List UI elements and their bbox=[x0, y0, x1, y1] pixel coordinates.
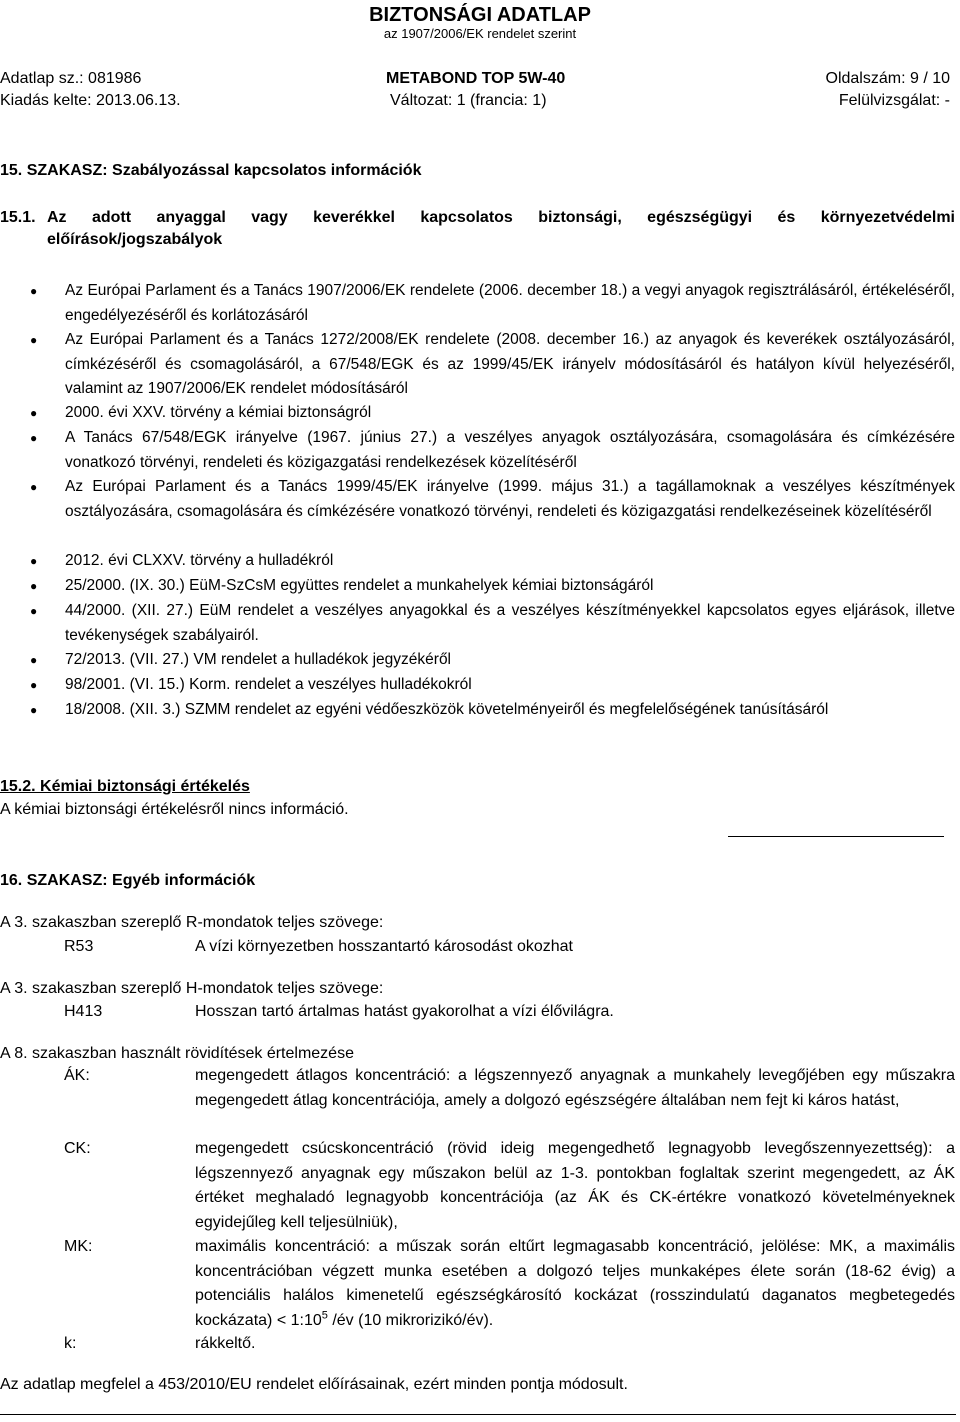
abbr-term-ak: ÁK: bbox=[64, 1067, 90, 1084]
product-name: METABOND TOP 5W-40 bbox=[386, 70, 566, 87]
bullet-icon: ● bbox=[30, 406, 38, 420]
footer-divider bbox=[0, 1414, 956, 1415]
issue-date: Kiadás kelte: 2013.06.13. bbox=[0, 92, 181, 109]
subsection-title-line-1: Az adott anyaggal vagy keverékkel kapcsolatos biztonsági, egészségügyi és környezetvédelmi bbox=[47, 209, 955, 226]
bullet-icon: ● bbox=[30, 480, 38, 494]
h-phrase-text: Hosszan tartó ártalmas hatást gyakorolhat a vízi élővilágra. bbox=[195, 1003, 614, 1020]
revision: Felülvizsgálat: - bbox=[838, 92, 950, 109]
subsection-number: 15.1. bbox=[0, 209, 36, 226]
r-phrases-intro: A 3. szakaszban szereplő R-mondatok teljes szövege: bbox=[0, 914, 384, 931]
section-15-title: 15. SZAKASZ: Szabályozással kapcsolatos információk bbox=[0, 162, 422, 179]
h-phrases-intro: A 3. szakaszban szereplő H-mondatok teljes szövege: bbox=[0, 980, 384, 997]
bullet-icon: ● bbox=[30, 678, 38, 692]
safety-data-sheet-page: BIZTONSÁGI ADATLAP az 1907/2006/EK rendelet szerint Adatlap sz.: 081986 METABOND TOP 5W-40 Oldalszám: 9 / 10 Kiadás kelte: 2013.06.13. Változat: 1 (francia: 1) Felülvizsgálat: - 15. SZAKASZ: Szabályozással kapcsolatos információk 15.1. Az adott anyaggal vagy keverékkel kapcsolatos biztonsági, egészségügyi és környezetvédelmi előírások/jogszabályok ● Az Európai Parlament és a Tanács 1907/2006/EK rendelete (2006. december 18.) a vegyi anyagok regisztrálásáról, értékeléséről, engedélyezéséről és korlátozásáról ● Az Európai Parlament és a Tanács 1272/2008/EK rendelete (2008. december 16.) az anyagok és keverékek osztályozásáról, címkézéséről és csomagolásáról, a 67/548/EGK és az 1999/45/EK irányelv módosításáról és hatályon kívül helyezéséről, valamint az 1907/2006/EK rendelet módosításáról ● 2000. évi XXV. törvény a kémiai biztonságról ● A Tanács 67/548/EGK irányelve (1967. június 27.) a veszélyes anyagok osztályozására, csomagolására és címkézésére vonatkozó törvényi, rendeleti és közigazgatási rendelkezések közelítéséről ● Az Európai Parlament és a Tanács 1999/45/EK irányelve (1999. május 31.) a tagállamoknak a veszélyes készítmények osztályozására, csomagolására és címkézésére vonatkozó törvényi, rendeleti és közigazgatási rendelkezéseinek közelítéséről ● 2012. évi CLXXV. törvény a hulladékról ● 25/2000. (IX. 30.) EüM-SzCsM együttes rendelet a munkahelyek kémiai biztonságáról ● 44/2000. (XII. 27.) EüM rendelet a veszélyes anyagokkal és a veszélyes készítményekkel kapcsolatos egyes eljárások, illetve tevékenységek szabályairól. ● 72/2013. (VII. 27.) VM rendelet a hulladékok jegyzékéről ● 98/2001. (VI. 15.) Korm. rendelet a veszélyes hulladékokról ● 18/2008. (XII. 3.) SZMM rendelet az egyéni védőeszközök követelményeiről és megfelelőségének tanúsításáról 15.2. Kémiai biztonsági értékelés A kémiai biztonsági értékelésről nincs információ. 16. SZAKASZ: Egyéb információk A 3. szakaszban szereplő R-mondatok teljes szövege: R53 A vízi környezetben hosszantartó károsodást okozhat A 3. szakaszban szereplő H-mondatok teljes szövege: H413 Hosszan tartó ártalmas hatást gyakorolhat a vízi élővilágra. A 8. szakaszban használt rövidítések értelmezése ÁK: megengedett átlagos koncentráció: a légszennyező anyagnak a munkahely levegőjében egy műszakra megengedett átlag koncentrációja, amely a dolgozó egészségére általában nem fejt ki káros hatást, CK: megengedett csúcskoncentráció (rövid ideig megengedhető legnagyobb levegőszennyezettség): a légszennyező anyagnak egy műszakon belül az 1-3. pontokban foglaltak szerint megengedett, az ÁK értéket meghaladó legnagyobb koncentrációja (az ÁK és CK-értékre vonatkozó követelményeknek egyidejűleg kell teljesülniük), MK: maximális koncentráció: a műszak során eltűrt legmagasabb koncentráció, jelölése: MK, a maximális koncentrációban végzett munka esetében a dolgozó teljes munkaképes élete során (18-62 évig) a potenciális halálos kimenetelű egészségkárosító kockázat (rosszindulatú daganatos megbetegedés kockázata) < $1:10^5$ /év (10 mikrorizikó/év). k: rákkeltő. Az adatlap megfelel a 453/2010/EU rendelet előírásainak, ezért minden pontja módosult. bbox=[0, 0, 960, 1422]
bullet-icon: ● bbox=[30, 579, 38, 593]
bullet-icon: ● bbox=[30, 653, 38, 667]
r-phrase-code: R53 bbox=[64, 938, 94, 955]
r-phrase-text: A vízi környezetben hosszantartó károsodást okozhat bbox=[195, 938, 573, 955]
section-16-title: 16. SZAKASZ: Egyéb információk bbox=[0, 872, 256, 889]
header-row-1 bbox=[0, 68, 960, 90]
abbr-def-mk: maximális koncentráció: a műszak során eltűrt legmagasabb koncentráció, jelölése: MK, a maximális koncentrációban végzett munka esetében a dolgozó teljes munkaképes élete során (18-62 évig) a potenciális halálos kimenetelű egészségkárosító kockázat (rosszindulatú daganatos megbetegedés kockázata) < $1:10^5$ /év (10 mikrorizikó/év). bbox=[195, 1238, 955, 1329]
subsection-15-2-title: 15.2. Kémiai biztonsági értékelés bbox=[0, 778, 250, 795]
document-subtitle: az 1907/2006/EK rendelet szerint bbox=[383, 26, 577, 41]
bullet-icon: ● bbox=[30, 703, 38, 717]
subsection-title-line-2: előírások/jogszabályok bbox=[47, 231, 223, 248]
subsection-15-2-text: A kémiai biztonsági értékelésről nincs információ. bbox=[0, 801, 349, 818]
header-row-2 bbox=[0, 90, 960, 112]
version: Változat: 1 (francia: 1) bbox=[390, 92, 547, 109]
sheet-number: Adatlap sz.: 081986 bbox=[0, 70, 142, 87]
bullet-icon: ● bbox=[30, 604, 38, 618]
bullet-icon: ● bbox=[30, 431, 38, 445]
bullet-icon: ● bbox=[30, 284, 38, 298]
abbr-def-k: rákkeltő. bbox=[195, 1335, 256, 1352]
abbr-term-mk: MK: bbox=[64, 1238, 93, 1255]
abbr-term-k: k: bbox=[64, 1335, 77, 1352]
abbr-term-ck: CK: bbox=[64, 1140, 91, 1157]
abbreviations-intro: A 8. szakaszban használt rövidítések értelmezése bbox=[0, 1045, 354, 1062]
bullet-icon: ● bbox=[30, 333, 38, 347]
exponent: 5 bbox=[321, 1309, 328, 1322]
h-phrase-code: H413 bbox=[64, 1003, 103, 1020]
closing-note: Az adatlap megfelel a 453/2010/EU rendelet előírásainak, ezért minden pontja módosult. bbox=[0, 1376, 628, 1393]
bullet-icon: ● bbox=[30, 554, 38, 568]
abbr-def-ck: megengedett csúcskoncentráció (rövid ideig megengedhető legnagyobb levegőszennyezettség): a légszennyező anyagnak egy műszakon belül az 1-3. pontokban foglaltak szerint megengedett, az ÁK értéket meghaladó legnagyobb koncentrációja (az ÁK és CK-értékre vonatkozó követelményeknek egyidejűleg kell teljesülniük), bbox=[195, 1140, 955, 1231]
abbr-def-ak: megengedett átlagos koncentráció: a légszennyező anyagnak a munkahely levegőjében egy műszakra megengedett átlag koncentrációja, amely a dolgozó egészségére általában nem fejt ki káros hatást, bbox=[195, 1067, 955, 1109]
section-divider bbox=[728, 836, 944, 837]
page-number: Oldalszám: 9 / 10 bbox=[825, 70, 950, 87]
document-title: BIZTONSÁGI ADATLAP bbox=[369, 4, 591, 26]
